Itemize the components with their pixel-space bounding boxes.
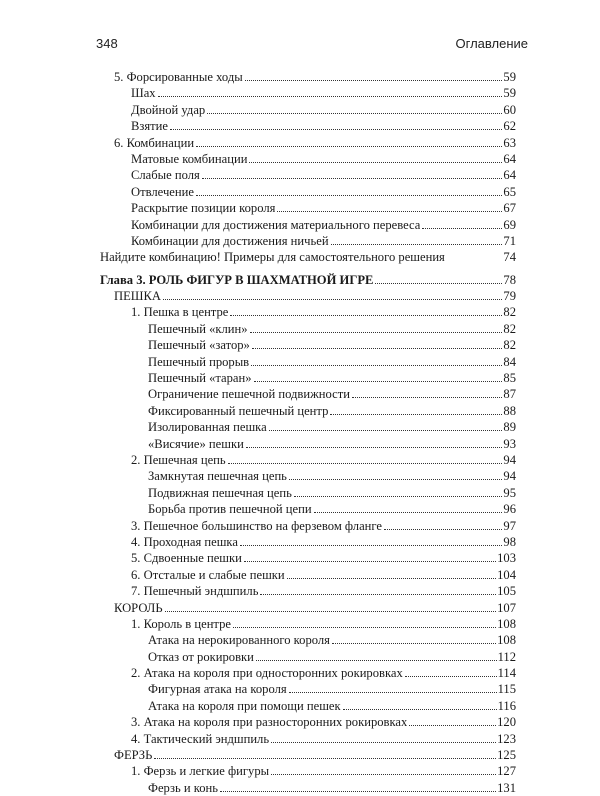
toc-entry[interactable] xyxy=(100,151,516,167)
toc-entry-title: 1. Король в центре xyxy=(131,616,231,631)
toc-entry-page: 131 xyxy=(497,780,516,795)
toc-entry-title: Ограничение пешечной подвижности xyxy=(148,387,350,402)
toc-entry-title: 5. Сдвоенные пешки xyxy=(131,551,242,566)
toc-entry-page: 69 xyxy=(503,217,516,232)
toc-entry-title: Атака на нерокированного короля xyxy=(148,633,330,648)
toc-chapter[interactable] xyxy=(100,272,516,288)
toc-entry-title: 7. Пешечный эндшпиль xyxy=(131,584,259,599)
toc-entry-title: 5. Форсированные ходы xyxy=(114,70,243,84)
table-of-contents xyxy=(100,69,516,796)
dot-leader xyxy=(343,709,497,710)
toc-entry-page: 127 xyxy=(497,764,516,779)
dot-leader xyxy=(287,578,496,579)
toc-entry-title: КОРОЛЬ xyxy=(114,600,163,615)
dot-leader xyxy=(154,758,496,759)
dot-leader xyxy=(170,129,502,130)
toc-entry[interactable] xyxy=(100,550,516,566)
dot-leader xyxy=(254,381,503,382)
toc-entry[interactable] xyxy=(100,85,516,101)
toc-entry-page: 96 xyxy=(503,502,516,517)
toc-entry-page: 94 xyxy=(503,452,516,467)
toc-entry-title: Отвлечение xyxy=(131,184,194,199)
toc-entry-page: 64 xyxy=(503,168,516,183)
toc-entry-page: 103 xyxy=(497,551,516,566)
toc-entry-page: 82 xyxy=(503,338,516,353)
dot-leader xyxy=(202,178,503,179)
dot-leader xyxy=(256,660,497,661)
toc-entry-title: «Висячие» пешки xyxy=(148,436,244,451)
dot-leader xyxy=(245,80,503,81)
toc-entry[interactable] xyxy=(100,698,516,714)
dot-leader xyxy=(289,479,502,480)
toc-entry[interactable] xyxy=(100,436,516,452)
toc-entry-title: Борьба против пешечной цепи xyxy=(148,502,312,517)
toc-entry-page: 82 xyxy=(503,321,516,336)
dot-leader xyxy=(244,561,496,562)
toc-entry[interactable] xyxy=(100,304,516,320)
dot-leader xyxy=(251,365,502,366)
toc-entry[interactable] xyxy=(100,386,516,402)
toc-entry-page: 79 xyxy=(503,289,516,304)
toc-entry-page: 123 xyxy=(497,731,516,746)
toc-entry[interactable] xyxy=(100,184,516,200)
dot-leader xyxy=(252,348,503,349)
toc-entry-title: Подвижная пешечная цепь xyxy=(148,485,292,500)
toc-entry[interactable] xyxy=(100,217,516,233)
dot-leader xyxy=(384,529,502,530)
dot-leader xyxy=(249,162,502,163)
toc-entry[interactable] xyxy=(100,600,516,616)
page-number: 348 xyxy=(96,36,118,51)
toc-entry-page: 64 xyxy=(503,151,516,166)
toc-entry-title: Пешечный «затор» xyxy=(148,338,250,353)
dot-leader xyxy=(196,195,502,196)
toc-entry-page: 84 xyxy=(503,354,516,369)
toc-entry[interactable] xyxy=(100,468,516,484)
toc-entry-page: 107 xyxy=(497,600,516,615)
toc-entry-page: 74 xyxy=(503,250,516,265)
toc-entry-title: Глава 3. РОЛЬ ФИГУР В ШАХМАТНОЙ ИГРЕ xyxy=(100,272,374,287)
toc-entry[interactable] xyxy=(100,763,516,779)
dot-leader xyxy=(331,244,503,245)
toc-entry-page: 105 xyxy=(497,584,516,599)
dot-leader xyxy=(375,283,502,284)
dot-leader xyxy=(260,594,496,595)
toc-entry-page: 95 xyxy=(503,485,516,500)
toc-entry-title: Комбинации для достижения материального перевеса xyxy=(131,217,421,232)
dot-leader xyxy=(352,397,502,398)
toc-entry-page: 62 xyxy=(503,119,516,134)
toc-entry[interactable] xyxy=(100,583,516,599)
toc-entry-page: 65 xyxy=(503,184,516,199)
toc-entry[interactable] xyxy=(100,419,516,435)
toc-entry[interactable] xyxy=(100,747,516,763)
toc-entry-title: 2. Атака на короля при односторонних рокировках xyxy=(131,666,403,681)
dot-leader xyxy=(422,228,502,229)
toc-entry[interactable] xyxy=(100,632,516,648)
toc-entry-title: 4. Проходная пешка xyxy=(131,534,238,549)
toc-entry[interactable] xyxy=(100,501,516,517)
toc-entry[interactable] xyxy=(100,200,516,216)
toc-entry-page: 67 xyxy=(503,201,516,216)
dot-leader xyxy=(158,96,503,97)
dot-leader xyxy=(314,512,503,513)
toc-entry-page: 85 xyxy=(503,371,516,386)
running-title: Оглавление xyxy=(455,36,528,51)
toc-entry-title: Пешечный «клин» xyxy=(148,321,248,336)
toc-entry[interactable] xyxy=(100,567,516,583)
toc-entry[interactable] xyxy=(100,337,516,353)
toc-entry-page: 82 xyxy=(503,305,516,320)
toc-entry[interactable] xyxy=(100,233,516,249)
toc-entry-title: 1. Ферзь и легкие фигуры xyxy=(131,764,270,779)
toc-entry-page: 94 xyxy=(503,469,516,484)
toc-entry-title: Матовые комбинации xyxy=(131,151,248,166)
toc-entry[interactable] xyxy=(100,649,516,665)
toc-entry-title: Ферзь и конь xyxy=(148,780,219,795)
dot-leader xyxy=(240,545,502,546)
toc-entry-page: 98 xyxy=(503,534,516,549)
toc-entry-title: Раскрытие позиции короля xyxy=(131,201,276,216)
dot-leader xyxy=(163,299,502,300)
toc-entry-title: 2. Пешечная цепь xyxy=(131,452,226,467)
toc-entry-title: Фигурная атака на короля xyxy=(148,682,287,697)
toc-entry-page: 63 xyxy=(503,135,516,150)
toc-entry[interactable] xyxy=(100,167,516,183)
toc-entry[interactable] xyxy=(100,118,516,134)
dot-leader xyxy=(250,332,503,333)
dot-leader xyxy=(271,774,496,775)
toc-entry-title: Атака на короля при помощи пешек xyxy=(148,698,341,713)
toc-entry-title: Замкнутая пешечная цепь xyxy=(148,469,287,484)
toc-entry-page: 114 xyxy=(497,666,516,681)
toc-entry[interactable] xyxy=(100,534,516,550)
toc-entry-title: ФЕРЗЬ xyxy=(114,748,153,763)
toc-entry[interactable] xyxy=(100,485,516,501)
toc-entry-page: 88 xyxy=(503,403,516,418)
dot-leader xyxy=(332,643,496,644)
toc-entry-page: 78 xyxy=(503,272,516,287)
toc-entry[interactable] xyxy=(100,288,516,304)
dot-leader xyxy=(330,414,502,415)
toc-entry-page: 115 xyxy=(497,682,516,697)
toc-entry-page: 112 xyxy=(497,649,516,664)
toc-entry-page: 104 xyxy=(497,567,516,582)
dot-leader xyxy=(230,315,502,316)
toc-entry-page: 116 xyxy=(497,698,516,713)
toc-entry-page: 108 xyxy=(497,633,516,648)
dot-leader xyxy=(233,627,496,628)
toc-entry-page: 59 xyxy=(503,86,516,101)
toc-entry-title: Слабые поля xyxy=(131,168,200,183)
toc-entry-page: 108 xyxy=(497,616,516,631)
toc-entry-title: Пешечный «таран» xyxy=(148,371,252,386)
page-header xyxy=(96,36,528,56)
dot-leader xyxy=(228,463,503,464)
toc-entry-page: 120 xyxy=(497,715,516,730)
toc-entry[interactable] xyxy=(100,665,516,681)
toc-entry-page: 93 xyxy=(503,436,516,451)
toc-entry-title: Взятие xyxy=(131,119,169,134)
toc-entry[interactable] xyxy=(100,102,516,118)
toc-entry-page: 97 xyxy=(503,518,516,533)
toc-entry[interactable] xyxy=(100,249,516,265)
toc-entry-title: Пешечный прорыв xyxy=(148,354,250,369)
toc-entry[interactable] xyxy=(100,135,516,151)
toc-entry[interactable] xyxy=(100,452,516,468)
toc-entry-title: 3. Пешечное большинство на ферзевом фланге xyxy=(131,518,382,533)
toc-entry-title: Отказ от рокировки xyxy=(148,649,254,664)
toc-entry-page: 89 xyxy=(503,420,516,435)
toc-entry-page: 125 xyxy=(497,748,516,763)
toc-entry-page: 87 xyxy=(503,387,516,402)
toc-entry[interactable] xyxy=(100,681,516,697)
toc-entry[interactable] xyxy=(100,354,516,370)
toc-entry-title: Найдите комбинацию! Примеры для самостоятельного решения xyxy=(100,250,445,265)
toc-entry-title: Комбинации для достижения ничьей xyxy=(131,233,329,248)
toc-entry-title: 3. Атака на короля при разносторонних рокировках xyxy=(131,715,408,730)
toc-entry[interactable] xyxy=(100,403,516,419)
toc-entry-page: 59 xyxy=(503,70,516,84)
toc-entry[interactable] xyxy=(100,518,516,534)
dot-leader xyxy=(409,725,496,726)
dot-leader xyxy=(294,496,503,497)
toc-entry[interactable] xyxy=(100,780,516,796)
dot-leader xyxy=(289,692,497,693)
toc-entry-page: 71 xyxy=(503,233,516,248)
toc-entry-title: 6. Комбинации xyxy=(114,135,195,150)
toc-entry[interactable] xyxy=(100,69,516,85)
toc-entry-title: Шах xyxy=(131,86,156,101)
dot-leader xyxy=(220,791,496,792)
dot-leader xyxy=(277,211,502,212)
toc-entry[interactable] xyxy=(100,616,516,632)
toc-entry[interactable] xyxy=(100,321,516,337)
dot-leader xyxy=(246,447,503,448)
toc-entry-title: 1. Пешка в центре xyxy=(131,305,229,320)
toc-entry-title: Двойной удар xyxy=(131,102,206,117)
toc-entry-page: 60 xyxy=(503,102,516,117)
toc-entry-title: 4. Тактический эндшпиль xyxy=(131,731,270,746)
dot-leader xyxy=(196,146,502,147)
toc-entry-title: 6. Отсталые и слабые пешки xyxy=(131,567,285,582)
dot-leader xyxy=(269,430,503,431)
dot-leader xyxy=(207,113,502,114)
toc-entry-title: Изолированная пешка xyxy=(148,420,267,435)
dot-leader xyxy=(165,611,497,612)
dot-leader xyxy=(405,676,497,677)
toc-entry[interactable] xyxy=(100,714,516,730)
dot-leader xyxy=(271,742,496,743)
toc-entry[interactable] xyxy=(100,731,516,747)
toc-entry[interactable] xyxy=(100,370,516,386)
toc-entry-title: Фиксированный пешечный центр xyxy=(148,403,329,418)
toc-entry-title: ПЕШКА xyxy=(114,289,161,304)
